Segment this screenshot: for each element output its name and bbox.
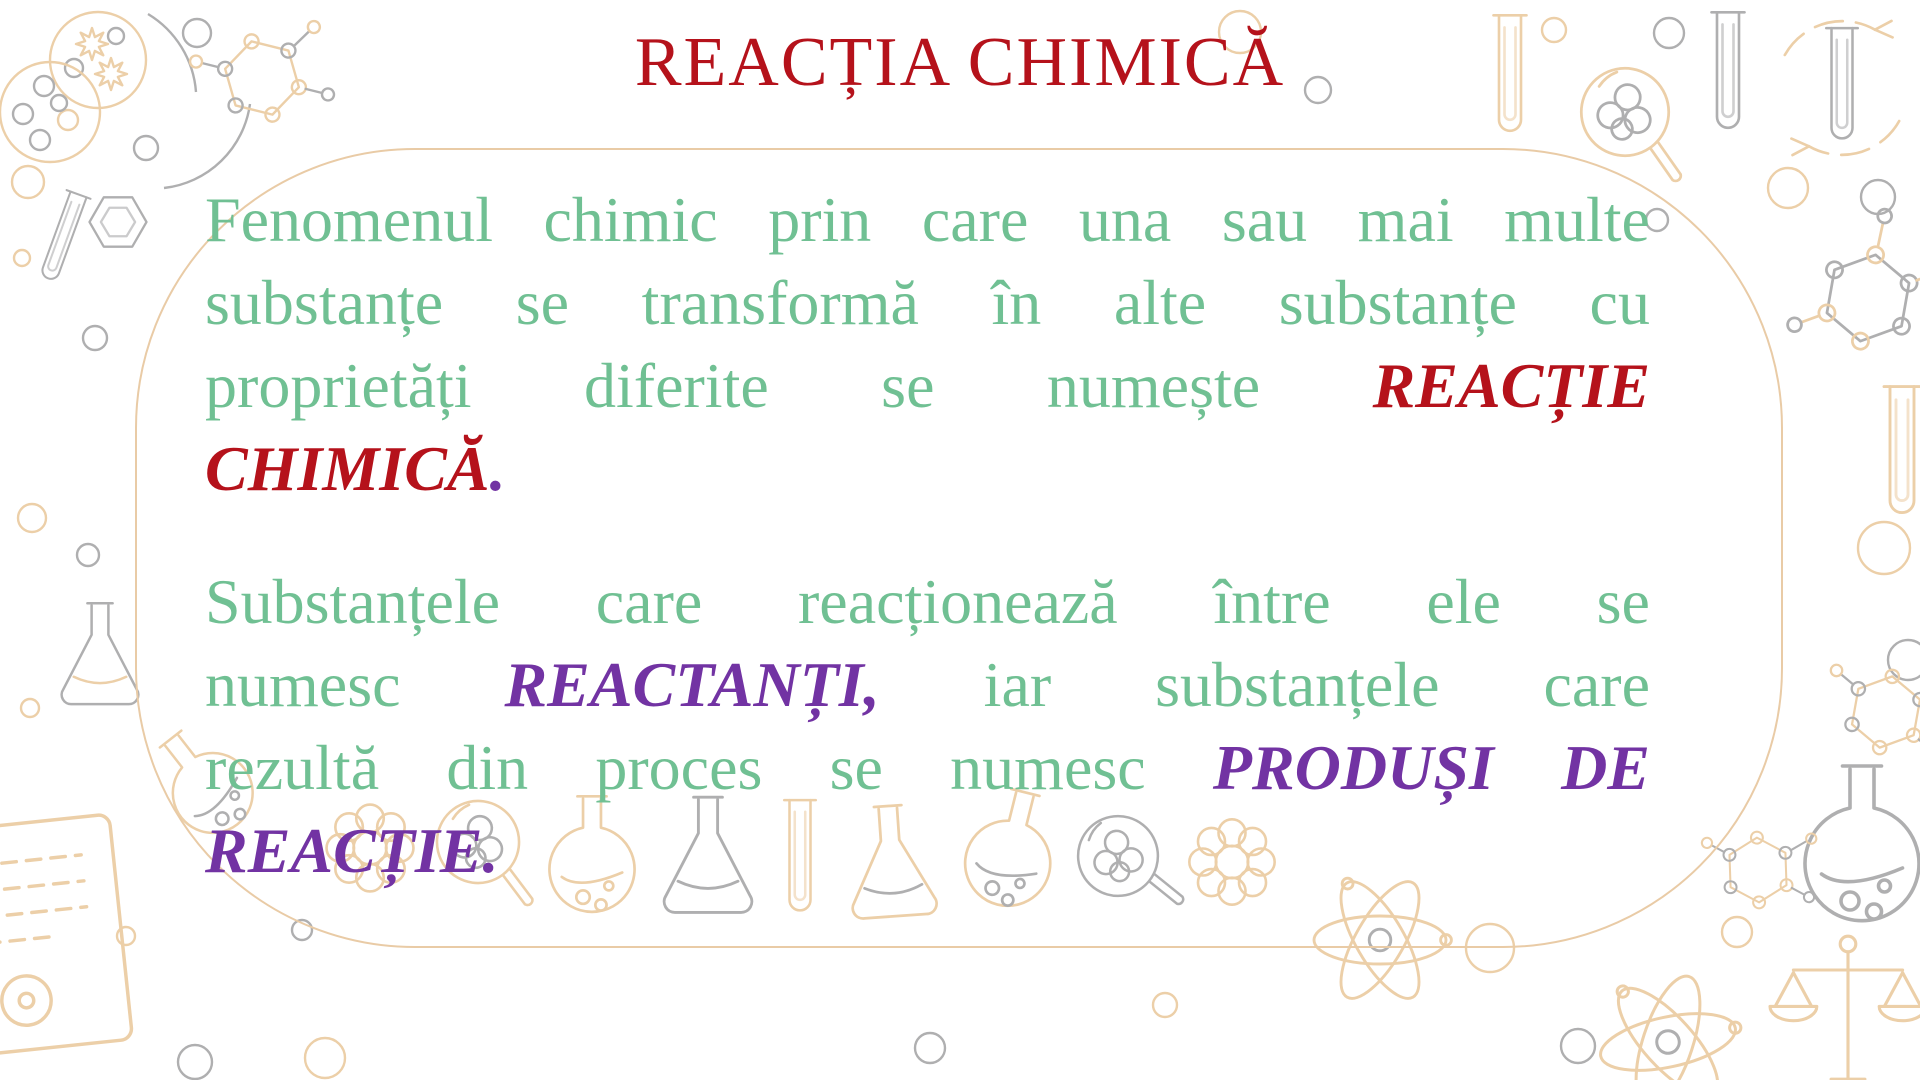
text-line [205, 427, 1650, 510]
word: care [921, 184, 1029, 255]
word: PRODUȘI [1212, 732, 1494, 803]
circle-dot-icon [1722, 917, 1752, 947]
word: se [515, 267, 570, 338]
word: diferite [583, 350, 769, 421]
circle-dot-icon [1768, 168, 1808, 208]
word: se [881, 350, 935, 421]
text-line [205, 178, 1650, 261]
circle-dot-icon [18, 504, 46, 532]
circle-dot-icon [178, 1045, 212, 1079]
word: sau [1221, 184, 1308, 255]
word: numesc [950, 732, 1146, 803]
word: care [595, 566, 703, 637]
word: substanțe [1278, 267, 1517, 338]
circle-dot-icon [1888, 640, 1920, 680]
word: multe [1504, 184, 1650, 255]
word: substanțele [1155, 649, 1440, 720]
text-line [205, 643, 1650, 726]
word: care [1543, 649, 1650, 720]
word: se [829, 732, 883, 803]
word: chimic [543, 184, 718, 255]
open-book-icon [0, 814, 133, 1057]
word: în [991, 267, 1042, 338]
word: una [1078, 184, 1172, 255]
erlenmeyer-flask-icon [62, 603, 139, 704]
word: CHIMICĂ [205, 433, 490, 504]
word: proprietăți [205, 350, 472, 421]
text-line [205, 560, 1650, 643]
word: rezultă [205, 732, 380, 803]
word: iar [983, 649, 1052, 720]
word: DE [1561, 732, 1650, 803]
page-title: REACȚIA CHIMICĂ [634, 24, 1286, 101]
word: ele [1426, 566, 1501, 637]
word: REACȚIE. [205, 815, 499, 886]
arc-decor [164, 104, 250, 188]
test-tube-icon [1884, 387, 1920, 513]
circle-dot-icon [117, 927, 135, 945]
word: substanțe [205, 267, 444, 338]
word: mai [1357, 184, 1454, 255]
hex-molecule-icon [1808, 617, 1920, 786]
benzene-ring-icon [90, 197, 147, 246]
circle-dot-icon [77, 544, 99, 566]
circle-dot-icon [12, 166, 44, 198]
word: numește [1046, 350, 1261, 421]
word: alte [1113, 267, 1207, 338]
word: din [446, 732, 529, 803]
text-line [205, 809, 1650, 892]
circle-dot-icon [21, 699, 39, 717]
word: numesc [205, 649, 401, 720]
word: reacționează [797, 566, 1118, 637]
word: Fenomenul [205, 184, 493, 255]
circle-dot-icon [305, 1038, 345, 1078]
word: REACȚIE [1372, 350, 1650, 421]
circle-dot-icon [14, 250, 30, 266]
word: prin [768, 184, 872, 255]
word: Substanțele [205, 566, 501, 637]
text-block [205, 178, 1650, 942]
word: între [1213, 566, 1331, 637]
text-line [205, 726, 1650, 809]
circle-dot-icon [1153, 993, 1177, 1017]
circle-dot-icon [1861, 180, 1895, 214]
word: . [489, 433, 506, 504]
word: transformă [641, 267, 919, 338]
word: se [1596, 566, 1650, 637]
hex-molecule-icon [1761, 195, 1920, 370]
circle-dot-icon [1561, 1029, 1595, 1063]
word: cu [1589, 267, 1650, 338]
word: REACTANȚI, [504, 649, 880, 720]
round-flask-icon [1805, 766, 1919, 921]
atom-icon [1586, 956, 1756, 1080]
circle-dot-icon [134, 136, 158, 160]
test-tube-icon [36, 190, 90, 283]
paragraph [205, 560, 1650, 892]
text-line [205, 344, 1650, 427]
balance-scales-icon [1770, 936, 1920, 1080]
text-line [205, 261, 1650, 344]
circle-dot-icon [1858, 522, 1910, 574]
circle-dot-icon [915, 1033, 945, 1063]
word: proces [595, 732, 763, 803]
circle-dot-icon [83, 326, 107, 350]
paragraph [205, 178, 1650, 510]
